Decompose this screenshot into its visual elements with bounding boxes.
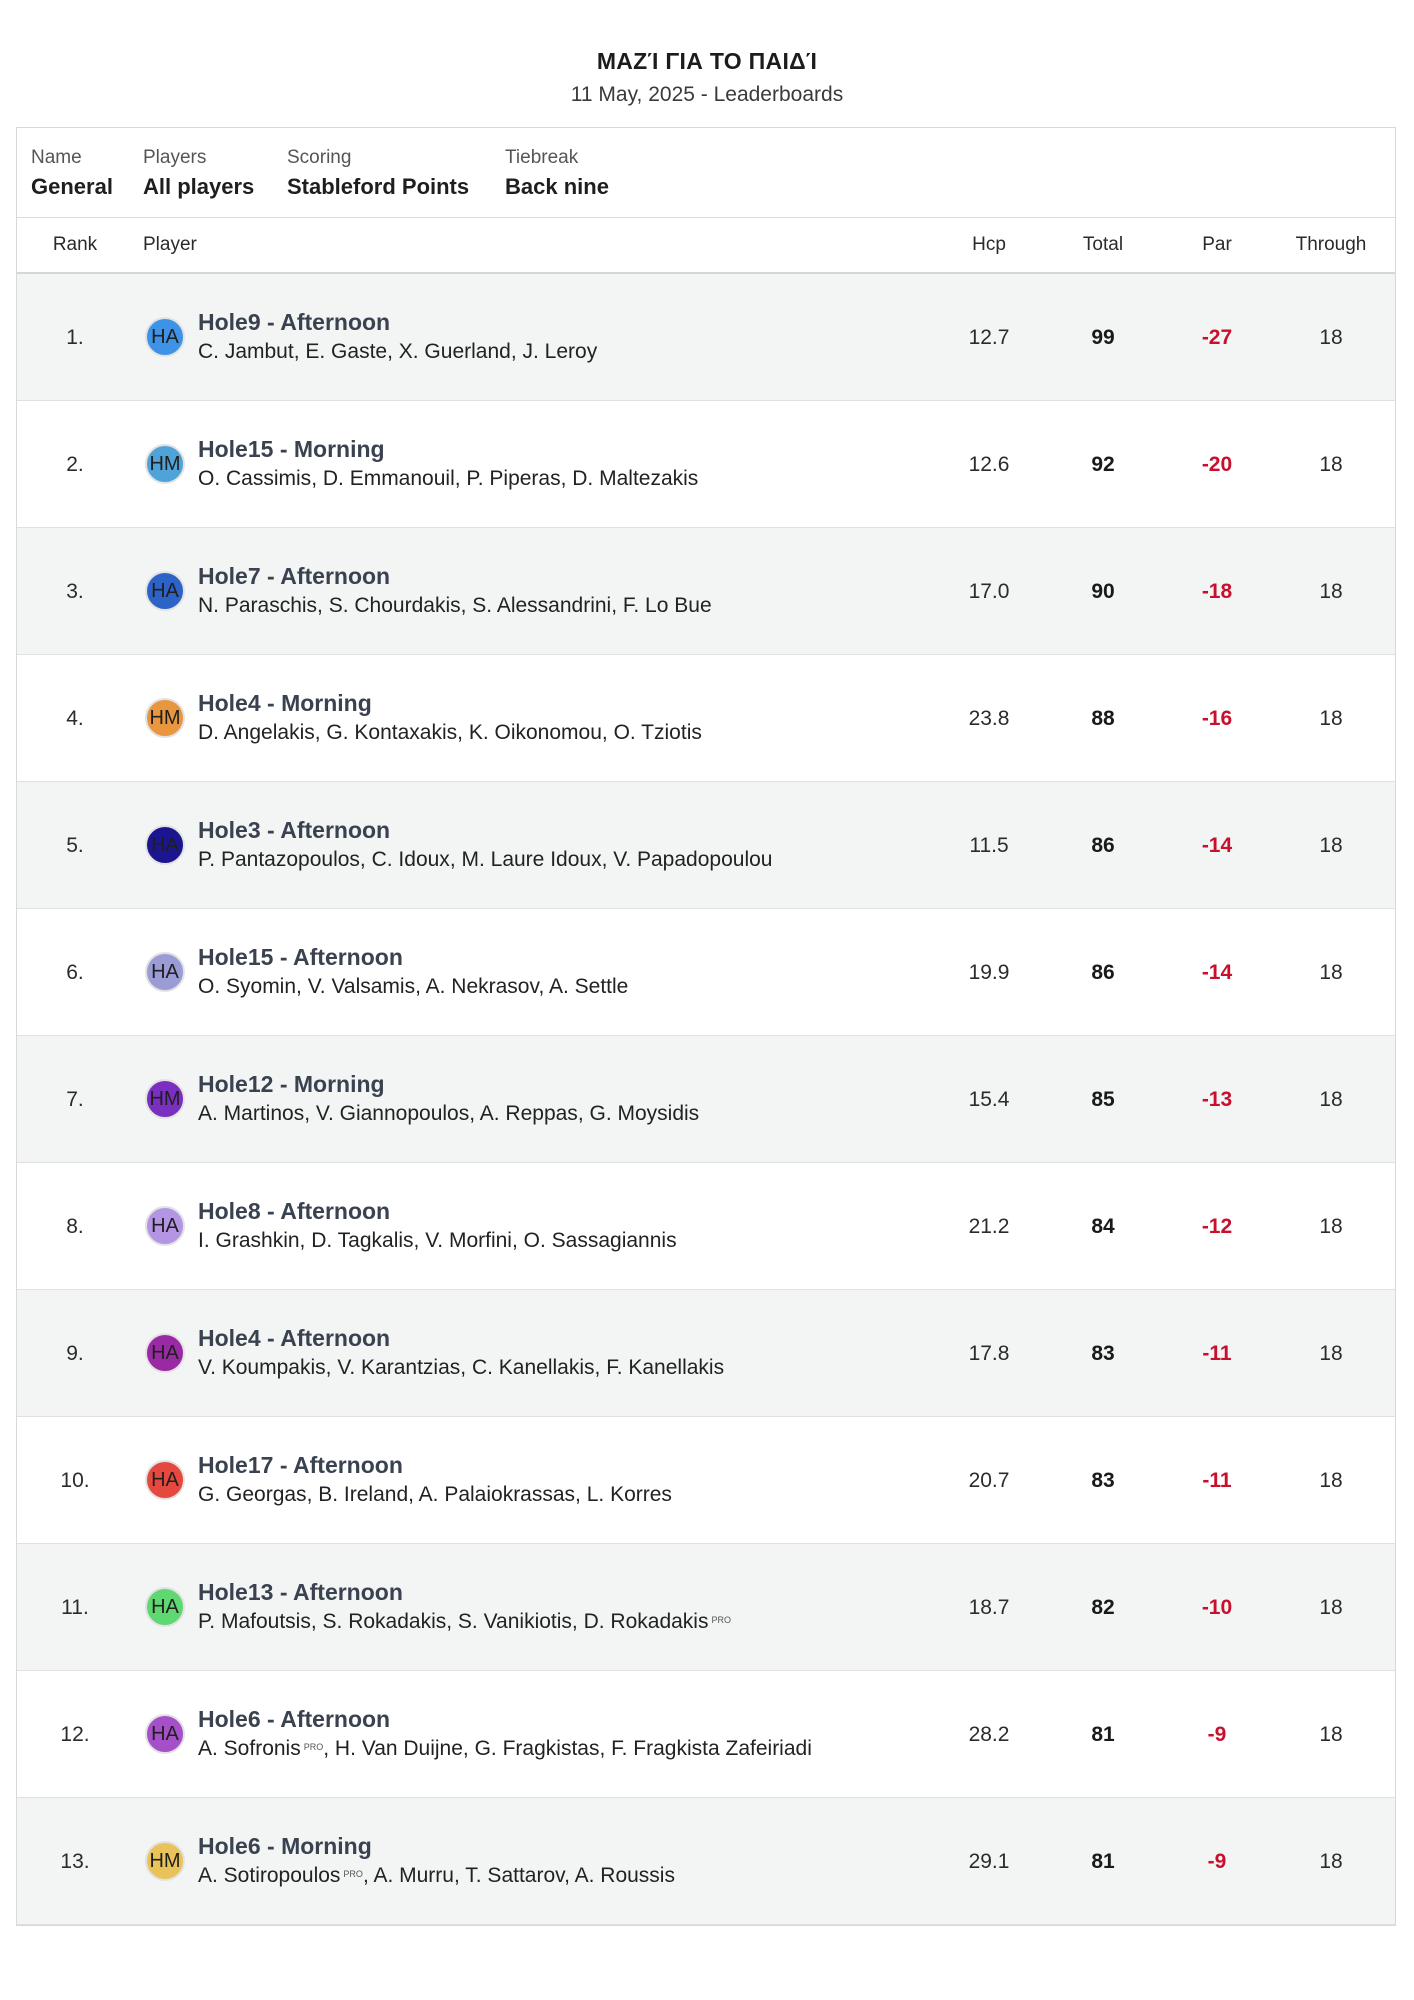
team-name[interactable]: Hole8 - Afternoon (198, 1198, 391, 1224)
column-total: Total (1082, 234, 1124, 255)
player-name[interactable]: L. Korres (586, 1483, 672, 1506)
team-avatar: HA (145, 1460, 185, 1500)
player-name[interactable]: G. Georgas (198, 1483, 307, 1506)
player-name[interactable]: A. Reppas (479, 1102, 578, 1125)
par-cell: -27 (1201, 326, 1233, 349)
par-cell: -20 (1201, 453, 1233, 476)
hcp-cell: 18.7 (968, 1596, 1010, 1619)
player-name[interactable]: S. Rokadakis (322, 1610, 447, 1633)
player-name[interactable]: A. Palaiokrassas (418, 1483, 576, 1506)
team-name[interactable]: Hole4 - Morning (198, 690, 372, 716)
player-name[interactable]: I. Grashkin (198, 1229, 300, 1252)
par-cell: -12 (1201, 1215, 1233, 1238)
player-name[interactable]: J. Leroy (522, 340, 598, 363)
through-cell: 18 (1319, 1723, 1343, 1746)
player-name[interactable]: G. Kontaxakis (326, 721, 458, 744)
team-name[interactable]: Hole6 - Afternoon (198, 1706, 391, 1732)
par-cell: -13 (1201, 1088, 1233, 1111)
team-members: N. Paraschis, S. Chourdakis, S. Alessandrini, F. Lo Bue (198, 594, 712, 617)
name-label: Name (31, 147, 82, 168)
player-name[interactable]: C. Idoux (371, 848, 450, 871)
player-name[interactable]: A. Sotiropoulos (198, 1864, 341, 1887)
event-title: ΜΑΖΊ ΓΙΑ ΤΟ ΠΑΙΔΊ (596, 48, 818, 74)
team-name[interactable]: Hole6 - Morning (198, 1833, 372, 1859)
table-row[interactable] (17, 1163, 1395, 1290)
team-name[interactable]: Hole13 - Afternoon (198, 1579, 403, 1605)
player-name[interactable]: A. Nekrasov (425, 975, 539, 998)
par-cell: -18 (1201, 580, 1233, 603)
table-row[interactable] (17, 1290, 1395, 1417)
scoring-label: Scoring (287, 147, 352, 168)
player-name[interactable]: V. Giannopoulos (315, 1102, 470, 1125)
team-name[interactable]: Hole17 - Afternoon (198, 1452, 403, 1478)
scoring-setting (287, 147, 469, 199)
team-members: O. Cassimis, D. Emmanouil, P. Piperas, D. Maltezakis (198, 467, 699, 490)
team-avatar: HA (145, 1587, 185, 1627)
player-name[interactable]: G. Fragkistas (474, 1737, 600, 1760)
player-name[interactable]: D. Tagkalis (311, 1229, 414, 1252)
team-members: P. Pantazopoulos, C. Idoux, M. Laure Idoux, V. Papadopoulou (198, 848, 773, 871)
leaderboard (16, 127, 1396, 1926)
through-cell: 18 (1319, 1088, 1343, 1111)
player-name[interactable]: C. Jambut (198, 340, 294, 363)
team-avatar: HM (145, 698, 185, 738)
player-name[interactable]: F. Kanellakis (606, 1356, 725, 1379)
through-cell: 18 (1319, 1342, 1343, 1365)
team-name[interactable]: Hole7 - Afternoon (198, 563, 391, 589)
hcp-cell: 12.7 (968, 326, 1010, 349)
rank-cell: 6. (66, 961, 84, 984)
column-header-row (17, 218, 1395, 274)
player-name[interactable]: P. Piperas (466, 467, 561, 490)
team-avatar: HA (145, 825, 185, 865)
column-player: Player (143, 234, 197, 255)
through-cell: 18 (1319, 326, 1343, 349)
team-avatar: HM (145, 444, 185, 484)
through-cell: 18 (1319, 1850, 1343, 1873)
table-row[interactable] (17, 1417, 1395, 1544)
hcp-cell: 15.4 (968, 1088, 1010, 1111)
hcp-cell: 23.8 (968, 707, 1010, 730)
rank-cell: 5. (66, 834, 84, 857)
player-name[interactable]: V. Valsamis (307, 975, 416, 998)
rank-cell: 2. (66, 453, 84, 476)
players-setting (143, 147, 254, 199)
player-name[interactable]: S. Alessandrini (472, 594, 612, 617)
table-row[interactable] (17, 909, 1395, 1036)
through-cell: 18 (1319, 453, 1343, 476)
total-cell: 83 (1091, 1469, 1115, 1492)
team-name[interactable]: Hole3 - Afternoon (198, 817, 391, 843)
total-cell: 81 (1091, 1850, 1115, 1873)
par-cell: -11 (1202, 1342, 1232, 1365)
team-name[interactable]: Hole15 - Morning (198, 436, 385, 462)
total-cell: 90 (1091, 580, 1115, 603)
player-name[interactable]: A. Roussis (574, 1864, 675, 1887)
table-row[interactable] (17, 782, 1395, 909)
player-name[interactable]: P. Mafoutsis (198, 1610, 311, 1633)
team-members: C. Jambut, E. Gaste, X. Guerland, J. Leroy (198, 340, 598, 363)
through-cell: 18 (1319, 961, 1343, 984)
table-row[interactable] (17, 1544, 1395, 1671)
team-name[interactable]: Hole12 - Morning (198, 1071, 385, 1097)
leaderboard-rows (17, 274, 1395, 1925)
player-name[interactable]: K. Oikonomou (468, 721, 602, 744)
team-members: A. Martinos, V. Giannopoulos, A. Reppas, G. Moysidis (198, 1102, 700, 1125)
team-members: I. Grashkin, D. Tagkalis, V. Morfini, O. Sassagiannis (198, 1229, 677, 1252)
table-row[interactable] (17, 528, 1395, 655)
par-cell: -16 (1201, 707, 1233, 730)
player-name[interactable]: C. Kanellakis (471, 1356, 595, 1379)
hcp-cell: 11.5 (969, 834, 1009, 857)
team-members: A. Sotiropoulos $^{PRO}$, A. Murru, T. Sattarov, A. Roussis (198, 1864, 675, 1887)
total-cell: 88 (1091, 707, 1115, 730)
team-avatar: HA (145, 1206, 185, 1246)
hcp-cell: 17.0 (968, 580, 1010, 603)
hcp-cell: 17.8 (968, 1342, 1010, 1365)
team-avatar: HA (145, 571, 185, 611)
player-name[interactable]: X. Guerland (398, 340, 511, 363)
through-cell: 18 (1319, 1215, 1343, 1238)
total-cell: 81 (1091, 1723, 1115, 1746)
table-row[interactable] (17, 1671, 1395, 1798)
player-name[interactable]: V. Karantzias (337, 1356, 461, 1379)
total-cell: 83 (1091, 1342, 1115, 1365)
hcp-cell: 19.9 (968, 961, 1010, 984)
player-name[interactable]: O. Syomin (198, 975, 297, 998)
player-name[interactable]: O. Cassimis (198, 467, 312, 490)
table-row[interactable] (17, 1036, 1395, 1163)
player-name[interactable]: S. Vanikiotis (457, 1610, 572, 1633)
hcp-cell: 20.7 (968, 1469, 1010, 1492)
rank-cell: 13. (60, 1850, 90, 1873)
hcp-cell: 12.6 (968, 453, 1010, 476)
table-row[interactable] (17, 1798, 1395, 1925)
par-cell: -14 (1201, 961, 1233, 984)
player-name[interactable]: P. Pantazopoulos (198, 848, 360, 871)
rank-cell: 1. (66, 326, 84, 349)
player-name[interactable]: G. Moysidis (589, 1102, 700, 1125)
par-cell: -9 (1207, 1723, 1227, 1746)
through-cell: 18 (1319, 580, 1343, 603)
rank-cell: 7. (66, 1088, 84, 1111)
total-cell: 85 (1091, 1088, 1115, 1111)
total-cell: 84 (1091, 1215, 1115, 1238)
column-rank: Rank (52, 234, 98, 255)
total-cell: 86 (1091, 961, 1115, 984)
tiebreak-label: Tiebreak (505, 147, 579, 168)
through-cell: 18 (1319, 834, 1343, 857)
table-row[interactable] (17, 401, 1395, 528)
rank-cell: 12. (60, 1723, 90, 1746)
team-members: D. Angelakis, G. Kontaxakis, K. Oikonomou, O. Tziotis (198, 721, 702, 744)
player-name[interactable]: A. Sofronis (198, 1737, 301, 1760)
rank-cell: 11. (61, 1596, 89, 1619)
player-name[interactable]: D. Rokadakis (583, 1610, 709, 1633)
player-name[interactable]: B. Ireland (318, 1483, 409, 1506)
players-label: Players (143, 147, 207, 168)
team-members: V. Koumpakis, V. Karantzias, C. Kanellakis, F. Kanellakis (198, 1356, 725, 1379)
through-cell: 18 (1319, 707, 1343, 730)
player-name[interactable]: V. Papadopoulou (613, 848, 773, 871)
hcp-cell: 21.2 (968, 1215, 1010, 1238)
team-avatar: HA (145, 317, 185, 357)
rank-cell: 10. (60, 1469, 90, 1492)
table-row[interactable] (17, 274, 1395, 401)
rank-cell: 8. (66, 1215, 84, 1238)
table-row[interactable] (17, 655, 1395, 782)
team-members: P. Mafoutsis, S. Rokadakis, S. Vanikiotis, D. Rokadakis $^{PRO}$ (198, 1610, 731, 1633)
player-name[interactable]: D. Emmanouil (322, 467, 455, 490)
player-name[interactable]: F. Lo Bue (622, 594, 712, 617)
player-name[interactable]: O. Sassagiannis (523, 1229, 677, 1252)
team-members: O. Syomin, V. Valsamis, A. Nekrasov, A. Settle (198, 975, 629, 998)
player-name[interactable]: H. Van Duijne (334, 1737, 463, 1760)
event-subtitle: 11 May, 2025 - Leaderboards (570, 83, 844, 106)
players-value: All players (143, 174, 255, 199)
team-avatar: HA (145, 1714, 185, 1754)
player-name[interactable]: M. Laure Idoux (461, 848, 602, 871)
rank-cell: 9. (66, 1342, 84, 1365)
player-name[interactable]: T. Sattarov (465, 1864, 565, 1887)
player-name[interactable]: D. Maltezakis (572, 467, 699, 490)
total-cell: 86 (1091, 834, 1115, 857)
team-members: A. Sofronis $^{PRO}$, H. Van Duijne, G. Fragkistas, F. Fragkista Zafeiriadi (198, 1737, 812, 1760)
team-avatar: HM (145, 1841, 185, 1881)
total-cell: 82 (1091, 1596, 1115, 1619)
through-cell: 18 (1319, 1596, 1343, 1619)
team-avatar: HA (145, 952, 185, 992)
player-name[interactable]: A. Murru (373, 1864, 454, 1887)
tiebreak-setting (505, 147, 609, 199)
team-avatar: HA (145, 1333, 185, 1373)
total-cell: 92 (1091, 453, 1115, 476)
pro-badge: PRO (711, 1615, 731, 1625)
par-cell: -14 (1201, 834, 1233, 857)
leaderboard-settings (17, 128, 1395, 218)
player-name[interactable]: A. Settle (548, 975, 629, 998)
player-name[interactable]: D. Angelakis (198, 721, 315, 744)
name-setting (31, 147, 113, 199)
par-cell: -10 (1201, 1596, 1233, 1619)
hcp-cell: 28.2 (968, 1723, 1010, 1746)
total-cell: 99 (1091, 326, 1115, 349)
team-name[interactable]: Hole15 - Afternoon (198, 944, 403, 970)
player-name[interactable]: E. Gaste (305, 340, 388, 363)
column-through: Through (1295, 234, 1367, 255)
par-cell: -11 (1202, 1469, 1232, 1492)
through-cell: 18 (1319, 1469, 1343, 1492)
tiebreak-value: Back nine (505, 174, 609, 199)
column-hcp: Hcp (972, 234, 1006, 255)
team-name[interactable]: Hole9 - Afternoon (198, 309, 391, 335)
pro-badge: PRO (343, 1869, 363, 1879)
team-members: G. Georgas, B. Ireland, A. Palaiokrassas, L. Korres (198, 1483, 672, 1506)
player-name[interactable]: V. Morfini (425, 1229, 512, 1252)
team-avatar: HM (145, 1079, 185, 1119)
rank-cell: 3. (66, 580, 84, 603)
player-name[interactable]: F. Fragkista Zafeiriadi (611, 1737, 812, 1760)
player-name[interactable]: N. Paraschis (198, 594, 318, 617)
player-name[interactable]: V. Koumpakis (198, 1356, 326, 1379)
hcp-cell: 29.1 (968, 1850, 1010, 1873)
scoring-value: Stableford Points (287, 174, 470, 199)
player-name[interactable]: S. Chourdakis (328, 594, 461, 617)
rank-cell: 4. (66, 707, 84, 730)
par-cell: -9 (1207, 1850, 1227, 1873)
pro-badge: PRO (303, 1742, 324, 1752)
column-par: Par (1202, 234, 1232, 255)
name-value: General (31, 174, 113, 199)
team-name[interactable]: Hole4 - Afternoon (198, 1325, 391, 1351)
player-name[interactable]: A. Martinos (198, 1102, 305, 1125)
player-name[interactable]: O. Tziotis (613, 721, 702, 744)
page-header (0, 48, 1414, 107)
